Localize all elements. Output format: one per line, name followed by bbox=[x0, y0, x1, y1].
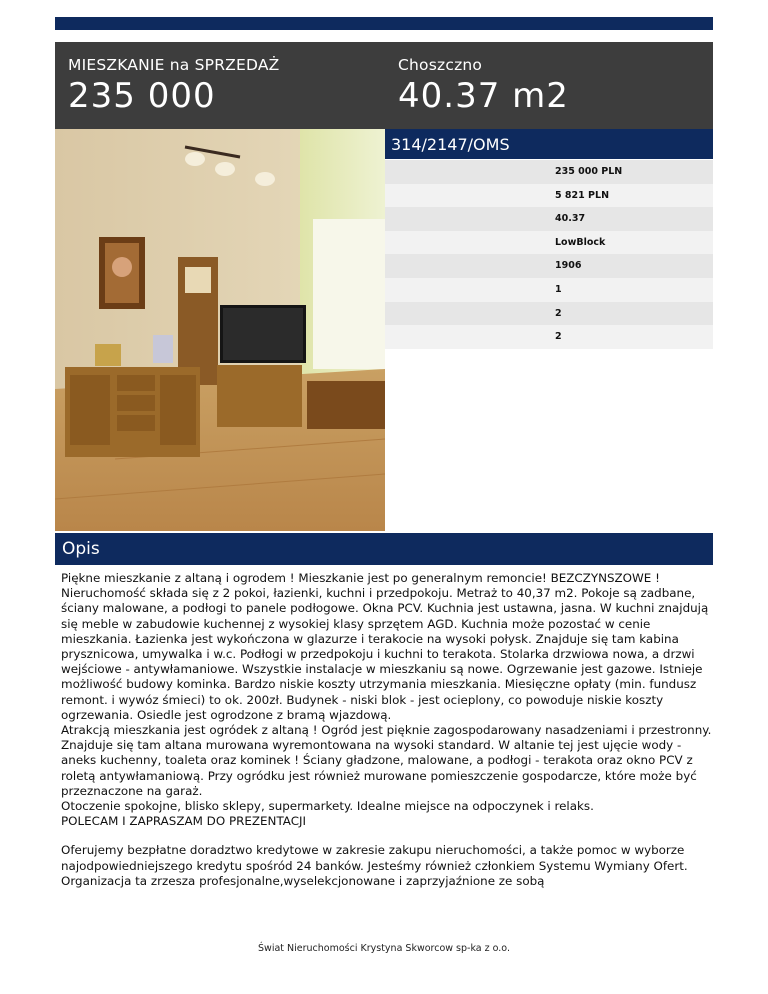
footer-agency: Świat Nieruchomości Krystyna Skworcow sp-ka z o.o. bbox=[258, 943, 510, 954]
offer-type-label: MIESZKANIE na SPRZEDAŻ bbox=[68, 56, 280, 74]
listing-reference: 314/2147/OMS bbox=[385, 129, 713, 159]
attribute-row: 40.37 bbox=[385, 207, 713, 231]
description-heading: Opis bbox=[55, 533, 713, 565]
attribute-row: 235 000 PLN bbox=[385, 160, 713, 184]
attribute-list bbox=[385, 160, 713, 349]
city-label: Choszczno bbox=[398, 56, 483, 74]
header-offer-panel bbox=[55, 42, 385, 129]
attribute-row: 5 821 PLN bbox=[385, 184, 713, 208]
description-paragraph: Piękne mieszkanie z altaną i ogrodem ! Mieszkanie jest po generalnym remoncie! BEZCZYNSZOWE ! Nieruchomość składa się z 2 pokoi, łazienki, kuchni i przedpokoju. Metraż to 40,37 m2. Pokoje są zadbane, ściany malowane, a podłogi to panele podłogowe. Okna PCV. Kuchnia jest ustawna, jasna. W kuchni znajdują się meble w zabudowie kuchennej z wysokiej klasy sprzętem AGD. Kuchnia może pozostać w cenie mieszkania. Łazienka jest wykończona w glazurze i terakocie na wysoki połysk. Znajduje się tam kabina prysznicowa, umywalka i w.c. Podłogi w przedpokoju i kuchni to terakota. Stolarka drzwiowa nowa, a drzwi wejściowe - antywłamaniowe. Wszystkie instalacje w mieszkaniu są nowe. Ogrzewanie jest gazowe. Istnieje możliwość budowy kominka. Bardzo niskie koszty utrzymania mieszkania. Miesięczne opłaty (min. fundusz remont. i wywóz śmieci) to ok. 200zł. Budynek - niski blok - jest ocieplony, co powoduje niskie koszty ogrzewania. Osiedle jest ogrodzone z bramą wjazdową. Atrakcją mieszkania jest ogródek z altaną ! Ogród jest pięknie zagospodarowany nasadzeniami i przestronny. Znajduje się tam altana murowana wyremontowana na wysoki standard. W altanie tej jest ujęcie wody - aneks kuchenny, toaleta oraz kominek ! Ściany gładzone, malowane, a podłogi - terakota oraz okno PCV z roletą antywłamaniową. Przy ogródku jest również murowane pomieszczenie gospodarcze, które może być przeznaczone na garaż. Otoczenie spokojne, blisko sklepy, supermarkety. Idealne miejsce na odpoczynek i relaks. POLECAM I ZAPRASZAM DO PREZENTACJI bbox=[61, 571, 712, 829]
attribute-row: 2 bbox=[385, 325, 713, 349]
attribute-row: 1906 bbox=[385, 254, 713, 278]
area-value: 40.37 m2 bbox=[398, 76, 569, 116]
attribute-row: 1 bbox=[385, 278, 713, 302]
header-location-panel bbox=[385, 42, 713, 129]
top-accent-bar bbox=[55, 17, 713, 30]
description-body bbox=[61, 571, 713, 889]
offer-price: 235 000 bbox=[68, 76, 216, 116]
property-photo bbox=[55, 129, 385, 531]
attribute-row: 2 bbox=[385, 302, 713, 326]
attribute-row: LowBlock bbox=[385, 231, 713, 255]
description-paragraph: Oferujemy bezpłatne doradztwo kredytowe w zakresie zakupu nieruchomości, a także pomoc w wyborze najodpowiedniejszego kredytu spośród 24 banków. Jesteśmy również członkiem Systemu Wymiany Ofert. Organizacja ta zrzesza profesjonalne,wyselekcjonowane i zaprzyjaźnione ze sobą bbox=[61, 843, 688, 888]
